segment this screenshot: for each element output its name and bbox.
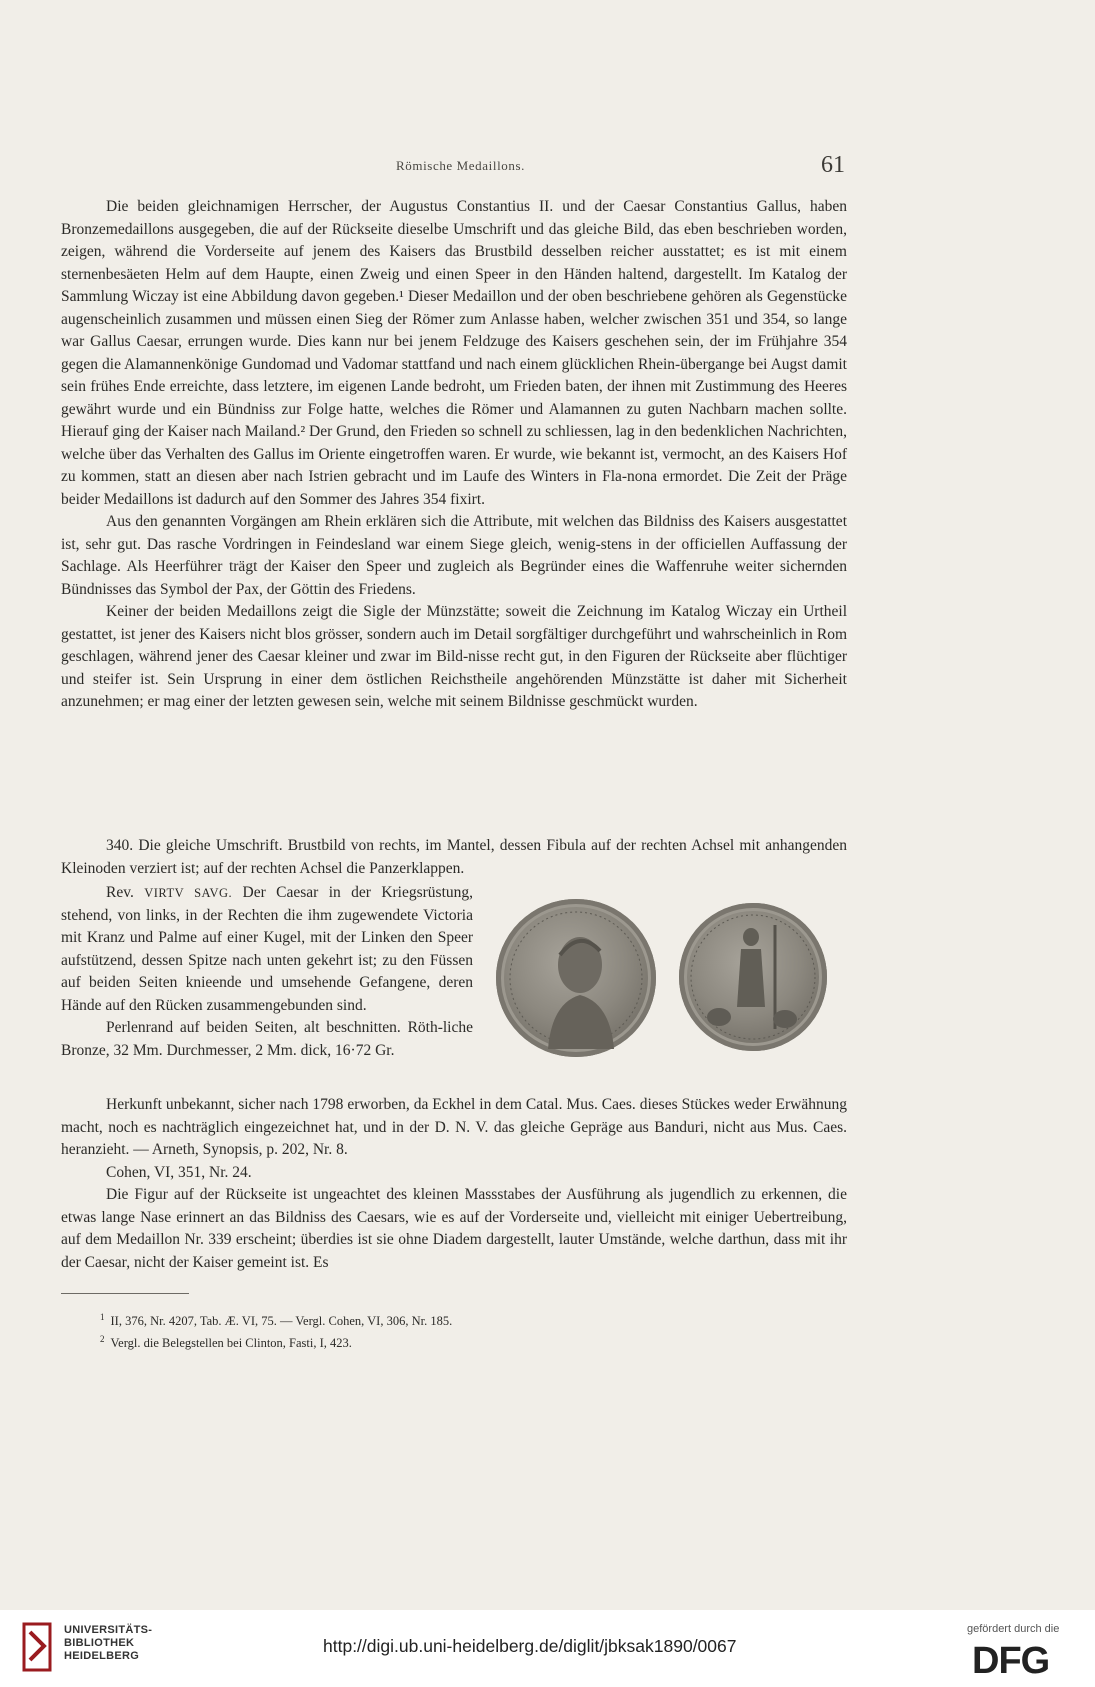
paragraph: Die beiden gleichnamigen Herrscher, der Augustus Constantius II. und der Caesar Constantius Gallus, haben Bronzemedaillons ausgegeben, die auf der Rückseite dieselbe Umschrift und das gleiche Bild, das eben beschrieben worden, zeigen, während die Vorderseite auf jenem des Kaisers das Brustbild desselben reicher ausstattet; es ist mit einem sternenbesäeten Helm auf dem Haupte, einen Zweig und einen Speer in den Händen haltend, dargestellt. Im Katalog der Sammlung Wiczay ist eine Abbildung davon gegeben.¹ Dieser Medaillon und der oben beschriebene gehören als Gegenstücke augenscheinlich zusammen und müssen einen Sieg der Römer zum Anlasse haben, welcher zwischen 351 und 354, so lange war Gallus Caesar, errungen wurde. Dies kann nur bei jenem Feldzuge des Kaisers geschehen sein, der im Frühjahre 354 gegen die Alamannenkönige Gundomad und Vadomar stattfand und nach einem glücklichen Rhein-übergange bei Augst damit sein frühes Ende erreichte, dass letztere, im eigenen Lande bedroht, um Frieden baten, der ihnen mit Zustimmung des Heeres gewährt wurde und ein Bündniss zur Folge hatte, welches die Römer und Alamannen zu guten Nachbarn machen sollte. Hierauf ging der Kaiser nach Mailand.² Der Grund, den Frieden so schnell zu schliessen, lag in den bedenklichen Nachrichten, welche über das Verhalten des Gallus im Oriente eingetroffen waren. Er wurde, wie bekannt ist, vermocht, an des Kaisers Hof zu kommen, statt an diesen aber nach Istrien gebracht und im Laufe des Winters in Fla-nona ermordet. Die Zeit der Präge beider Medaillons ist dadurch auf den Sommer des Jahres 354 fixirt. bbox=[61, 198, 847, 508]
rev-prefix: Rev. bbox=[106, 884, 134, 901]
rev-text: Der Caesar in der Kriegsrüstung, stehend, von links, in der Rechten die ihm zugewendete Victoria mit Kranz und Palme auf einer Kugel, mit der Linken den Speer aufstützend, dessen Spitze nach unten gekehrt ist; zu den Füssen auf beiden Seiten knieende und umsehende Gefangene, deren Hände auf den Rücken zusammengebunden sind. bbox=[61, 884, 474, 1014]
coin-obverse-image bbox=[496, 899, 656, 1057]
provenance-text bbox=[61, 1094, 847, 1274]
coin-reverse-image bbox=[679, 903, 827, 1051]
footnote: $^2$ Vergl. die Belegstellen bei Clinton, Fasti, I, 423. bbox=[100, 1334, 352, 1351]
paragraph: Herkunft unbekannt, sicher nach 1798 erworben, da Eckhel in dem Catal. Mus. Caes. dieses Stückes weder Erwähnung macht, noch es nachträglich eingezeichnet hat, und in der D. N. V. das gleiche Gepräge aus Banduri, nicht aus Mus. Caes. heranzieht. — Arneth, Synopsis, p. 202, Nr. 8. bbox=[61, 1096, 847, 1158]
library-name: UNIVERSITÄTS- BIBLIOTHEK HEIDELBERG bbox=[64, 1624, 153, 1662]
running-title: Römische Medaillons. bbox=[396, 158, 525, 173]
university-library-logo-icon bbox=[22, 1622, 56, 1674]
permalink-url[interactable]: http://digi.ub.uni-heidelberg.de/diglit/jbksak1890/0067 bbox=[323, 1636, 737, 1656]
paragraph: Aus den genannten Vorgängen am Rhein erklären sich die Attribute, mit welchen das Bildniss des Kaisers ausgestattet ist, sehr gut. Das rasche Vordringen in Feindesland war einem Siege gleich, wenig-stens in der officiellen Auffassung der Sachlage. Als Heerführer trägt der Kaiser den Speer und zugleich als Begründer eines die Waffenruhe weiter sichernden Bündnisses das Symbol der Pax, der Göttin des Friedens. bbox=[61, 513, 847, 598]
footnotes bbox=[100, 1308, 800, 1352]
reverse-description bbox=[61, 882, 473, 1062]
page-number: 61 bbox=[821, 152, 845, 178]
coin-plate bbox=[496, 893, 846, 1063]
paragraph: Die Figur auf der Rückseite ist ungeachtet des kleinen Massstabes der Ausführung als jugendlich zu erkennen, die etwas lange Nase erinnert an das Bildniss des Caesars, wie es auf der Vorderseite und, vielleicht mit einiger Uebertreibung, auf dem Medaillon Nr. 339 erscheint; überdies ist sie ohne Diadem dargestellt, lauter Umstände, welche darthun, dass mit ihr der Caesar, nicht der Kaiser gemeint ist. Es bbox=[61, 1186, 847, 1271]
paragraph bbox=[61, 882, 473, 1017]
dfg-logo: DFG bbox=[972, 1640, 1050, 1682]
catalog-entry-heading bbox=[61, 835, 847, 880]
portrait-bust-icon bbox=[496, 899, 656, 1057]
paragraph: 340. Die gleiche Umschrift. Brustbild von rechts, im Mantel, dessen Fibula auf der rechten Achsel mit anhangenden Kleinoden verziert ist; auf der rechten Achsel die Panzerklappen. bbox=[61, 837, 847, 877]
coin-legend: VIRTV SAVG. bbox=[144, 886, 233, 900]
footnote-divider bbox=[61, 1293, 189, 1294]
main-text-block bbox=[61, 196, 847, 714]
standing-figure-icon bbox=[679, 903, 827, 1051]
paragraph: Keiner der beiden Medaillons zeigt die Sigle der Münzstätte; soweit die Zeichnung im Katalog Wiczay ein Urtheil gestattet, ist jener des Kaisers nicht blos grösser, sondern auch im Detail sorgfältiger durchgeführt und wahrscheinlich in Rom geschlagen, während jener des Caesar kleiner und zwar im Bild-nisse recht gut, in den Figuren der Rückseite aber flüchtiger und steifer ist. Sein Ursprung in einer dem östlichen Reichstheile angehörenden Münzstätte ist daher mit Sicherheit anzunehmen; er mag einer der letzten gewesen sein, welche mit seinem Bildnisse geschmückt wurden. bbox=[61, 603, 847, 710]
funding-note: gefördert durch die bbox=[967, 1623, 1060, 1635]
paragraph: Cohen, VI, 351, Nr. 24. bbox=[106, 1163, 252, 1181]
footnote: $^1$ II, 376, Nr. 4207, Tab. Æ. VI, 75. — Vergl. Cohen, VI, 306, Nr. 185. bbox=[100, 1312, 453, 1329]
viewer-footer bbox=[0, 1610, 1095, 1687]
paragraph: Perlenrand auf beiden Seiten, alt beschnitten. Röth-liche Bronze, 32 Mm. Durchmesser, 2 Mm. dick, 16·72 Gr. bbox=[61, 1019, 473, 1059]
